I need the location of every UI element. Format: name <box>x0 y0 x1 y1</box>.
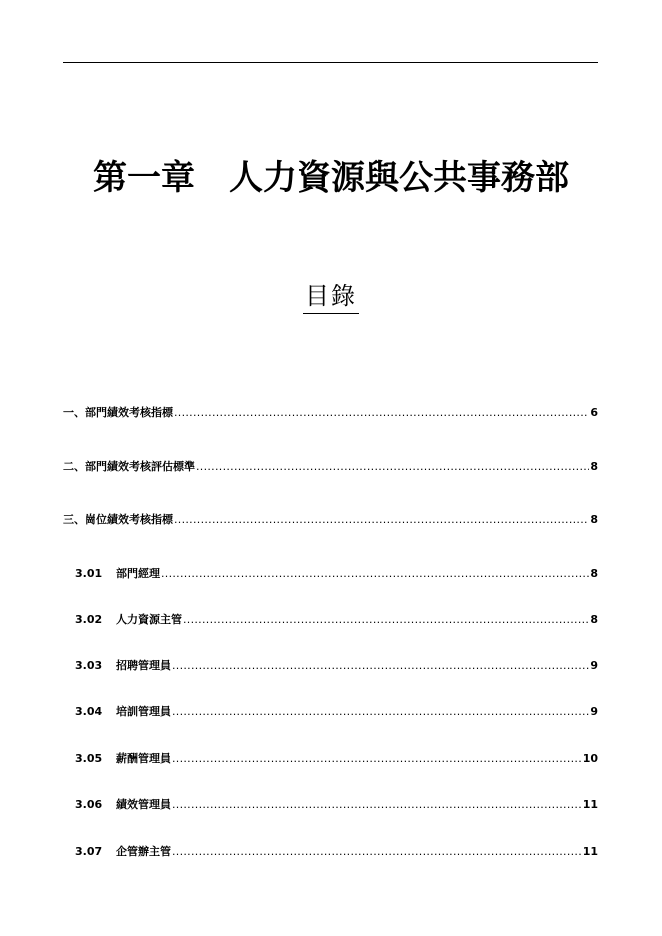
toc-dot-leader <box>174 513 589 527</box>
toc-entry-number: 3.07 <box>75 845 103 858</box>
toc-entry-number: 3.04 <box>75 705 103 718</box>
toc-entry-number: 3.05 <box>75 752 103 765</box>
toc-entry-label: 薪酬管理員 <box>116 752 171 765</box>
toc-dot-leader <box>183 613 589 627</box>
toc-dot-leader <box>172 659 589 673</box>
toc-entry[interactable] <box>63 509 598 527</box>
toc-entry-label: 人力資源主管 <box>116 613 182 626</box>
toc-subentry[interactable] <box>75 563 598 581</box>
toc-entry-page: 8 <box>590 613 598 626</box>
toc-entry-page: 6 <box>590 406 598 419</box>
toc-entry-page: 11 <box>582 845 598 858</box>
toc-subentry[interactable] <box>75 748 598 766</box>
toc-dot-leader <box>196 460 589 474</box>
toc-entry-label: 績效管理員 <box>116 798 171 811</box>
toc-entry-page: 8 <box>590 513 598 526</box>
toc-entry[interactable] <box>63 456 598 474</box>
toc-entry-page: 8 <box>590 567 598 580</box>
toc-subentry[interactable] <box>75 701 598 719</box>
chapter-title: 第一章 人力資源與公共事務部 <box>93 158 569 198</box>
toc-entry-label: 招聘管理員 <box>116 659 171 672</box>
toc-entry-label: 培訓管理員 <box>116 705 171 718</box>
toc-entry-number: 3.02 <box>75 613 103 626</box>
toc-dot-leader <box>161 567 589 581</box>
toc-entry-page: 8 <box>590 460 598 473</box>
toc-dot-leader <box>172 752 582 766</box>
toc-entry-number: 3.06 <box>75 798 103 811</box>
toc-entry[interactable] <box>63 402 598 420</box>
toc-heading: 目錄 <box>303 281 359 314</box>
toc-subentry[interactable] <box>75 655 598 673</box>
toc-dot-leader <box>174 406 589 420</box>
toc-subentry[interactable] <box>75 841 598 859</box>
toc-entry-number: 3.01 <box>75 567 103 580</box>
toc-entry-page: 9 <box>590 705 598 718</box>
toc-subentry[interactable] <box>75 794 598 812</box>
toc-entry-page: 11 <box>582 798 598 811</box>
toc-entry-page: 9 <box>590 659 598 672</box>
toc-entry-label: 二、部門績效考核評估標準 <box>63 460 195 473</box>
toc-dot-leader <box>172 845 582 859</box>
toc-subentry[interactable] <box>75 609 598 627</box>
toc-entry-label: 一、部門績效考核指標 <box>63 406 173 419</box>
toc-entry-number: 3.03 <box>75 659 103 672</box>
toc-dot-leader <box>172 705 589 719</box>
toc-entry-page: 10 <box>582 752 598 765</box>
toc-dot-leader <box>172 798 582 812</box>
toc-entry-label: 部門經理 <box>116 567 160 580</box>
toc-entry-label: 企管辦主管 <box>116 845 171 858</box>
toc-entry-label: 三、崗位績效考核指標 <box>63 513 173 526</box>
